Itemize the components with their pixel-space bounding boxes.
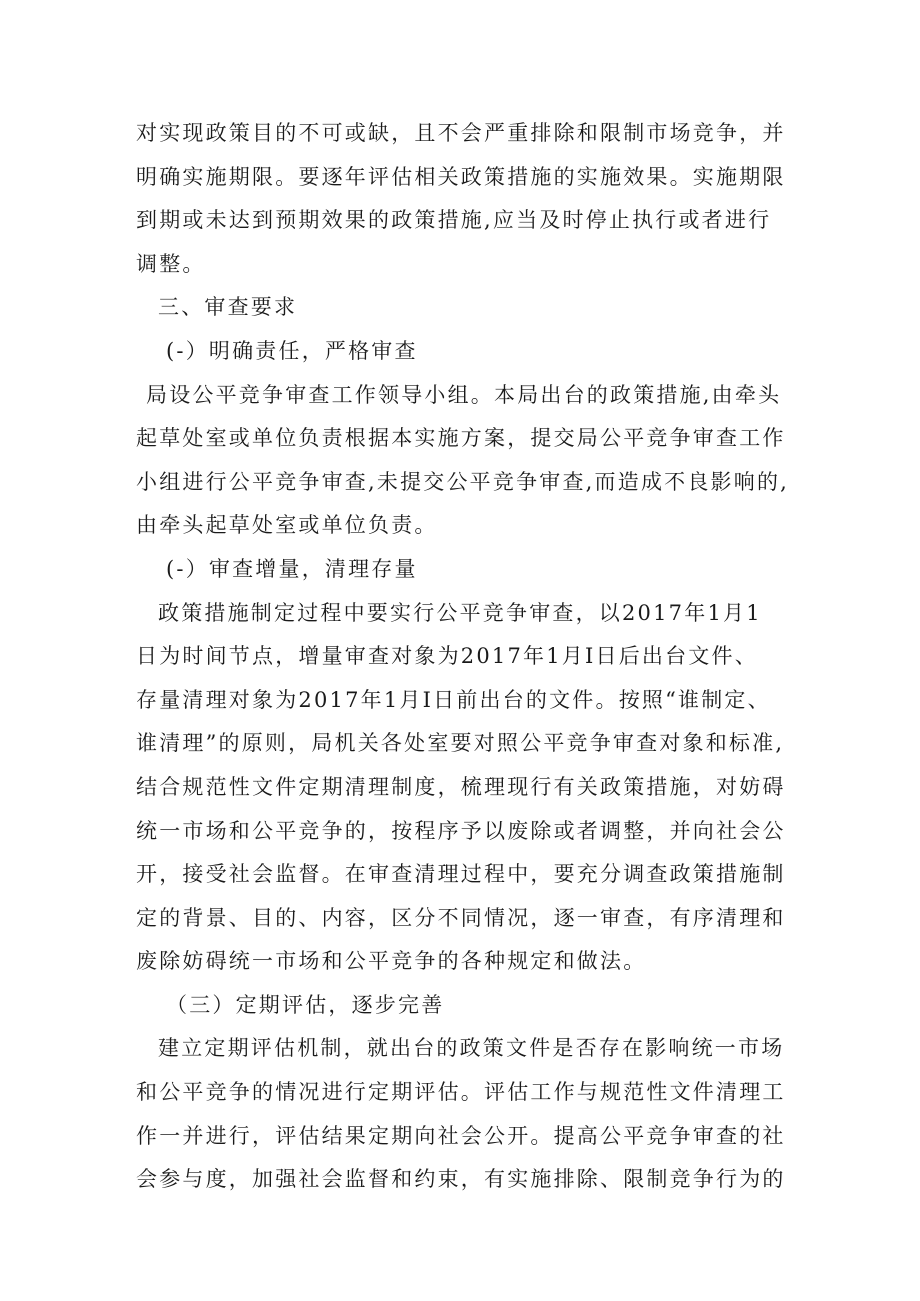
paragraph-line: 日为时间节点，增量审查对象为2017年1月I日后出台文件、 — [136, 644, 758, 669]
paragraph-line: 明确实施期限。要逐年评估相关政策措施的实施效果。实施期限 — [136, 164, 786, 189]
paragraph-line: 建立定期评估机制，就出台的政策文件是否存在影响统一市场 — [158, 1036, 785, 1061]
paragraph-line: 统一市场和公平竞争的，按程序予以废除或者调整，并向社会公 — [136, 818, 786, 843]
paragraph-line: 谁清理”的原则，局机关各处室要对照公平竞争审查对象和标准, — [136, 731, 785, 756]
paragraph-line: 结合规范性文件定期清理制度，梳理现行有关政策措施，对妨碍 — [136, 774, 786, 799]
document-body — [136, 112, 796, 1202]
paragraph-line: 政策措施制定过程中要实行公平竞争审查，以2017年1月1 — [158, 600, 762, 625]
paragraph-line: 定的背景、目的、内容，区分不同情况，逐一审查，有序清理和 — [136, 905, 786, 930]
paragraph-line: 废除妨碍统一市场和公平竞争的各种规定和做法。 — [136, 949, 647, 974]
paragraph-line: 作一并进行，评估结果定期向社会公开。提高公平竞争审查的社 — [136, 1123, 786, 1148]
paragraph-line: 和公平竞争的情况进行定期评估。评估工作与规范性文件清理工 — [136, 1080, 786, 1105]
paragraph-line: 小组进行公平竞争审查,未提交公平竞争审查,而造成不良影响的, — [136, 469, 790, 494]
subsection-heading: (-）明确责任，严格审查 — [166, 338, 418, 363]
paragraph-line: 局设公平竞争审查工作领导小组。本局出台的政策措施,由牵头 — [146, 382, 782, 407]
paragraph-line: 调整。 — [136, 251, 206, 276]
paragraph-line: 存量清理对象为2017年1月I日前出台的文件。按照“谁制定、 — [136, 687, 771, 712]
paragraph-line: 开，接受社会监督。在审查清理过程中，要充分调查政策措施制 — [136, 862, 786, 887]
paragraph-line: 由牵头起草处室或单位负责。 — [136, 513, 438, 538]
section-heading: 三、审查要求 — [158, 295, 298, 320]
subsection-heading: (-）审查增量，清理存量 — [166, 556, 418, 581]
paragraph-line: 到期或未达到预期效果的政策措施,应当及时停止执行或者进行 — [136, 208, 772, 233]
paragraph-line: 会参与度，加强社会监督和约束，有实施排除、限制竞争行为的 — [136, 1167, 786, 1192]
subsection-heading: （三）定期评估，逐步完善 — [166, 992, 445, 1017]
paragraph-line: 起草处室或单位负责根据本实施方案，提交局公平竞争审查工作 — [136, 426, 786, 451]
paragraph-line: 对实现政策目的不可或缺，且不会严重排除和限制市场竞争，并 — [136, 121, 786, 145]
